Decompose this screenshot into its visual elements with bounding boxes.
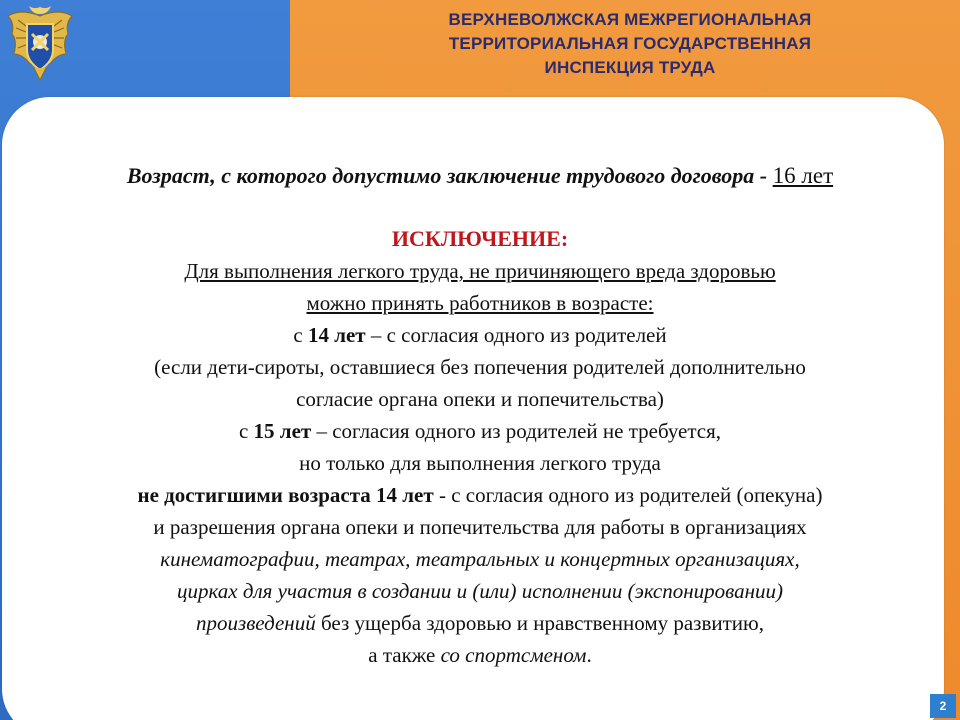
age-14-bold: 14 лет — [307, 323, 366, 347]
age-15-bold: 15 лет — [253, 419, 312, 443]
title-text: Возраст, с которого допустимо заключение трудового договора - — [126, 163, 773, 188]
under-14-bold: не достигшими возраста 14 лет — [137, 483, 434, 507]
works-rest: без ущерба здоровью и нравственному развитию, — [315, 611, 764, 635]
organization-header — [300, 8, 960, 80]
employment-age-title — [20, 160, 940, 192]
orphans-line-1: (если дети-сироты, оставшиеся без попечения родителей дополнительно — [154, 355, 806, 379]
age-15-line — [20, 415, 940, 447]
orphans-line-2: согласие органа опеки и попечительства) — [296, 387, 664, 411]
sportsman-prefix: а также — [368, 643, 441, 667]
double-headed-eagle-emblem-icon — [4, 4, 76, 82]
age-14-line — [20, 319, 940, 351]
works-line — [20, 607, 940, 639]
title-age: 16 лет — [772, 163, 834, 188]
age-14-rest: – с согласия одного из родителей — [365, 323, 667, 347]
header-line-1: ВЕРХНЕВОЛЖСКАЯ МЕЖРЕГИОНАЛЬНАЯ — [448, 10, 812, 29]
sportsman-italic: со спортсменом — [440, 643, 587, 667]
works-italic: произведений — [196, 611, 316, 635]
sportsman-end: . — [586, 643, 592, 667]
exception-heading: ИСКЛЮЧЕНИЕ: — [391, 226, 569, 251]
guardianship-line: и разрешения органа опеки и попечительства для работы в организациях — [153, 515, 807, 539]
header-line-2: ТЕРРИТОРИАЛЬНАЯ ГОСУДАРСТВЕННАЯ — [448, 34, 812, 53]
sportsman-line — [20, 639, 940, 671]
header-line-3: ИНСПЕКЦИЯ ТРУДА — [544, 58, 716, 77]
light-work-line-2: можно принять работников в возрасте: — [306, 291, 654, 315]
age-15-line-2: но только для выполнения легкого труда — [299, 451, 661, 475]
organizations-line-1: кинематографии, театрах, театральных и концертных организациях, — [160, 547, 800, 571]
organizations-line-2: цирках для участия в создании и (или) исполнении (экспонировании) — [177, 579, 783, 603]
age-14-prefix: с — [293, 323, 308, 347]
light-work-line-1: Для выполнения легкого труда, не причиняющего вреда здоровью — [184, 259, 776, 283]
age-15-rest: – согласия одного из родителей не требуется, — [311, 419, 722, 443]
under-14-line — [20, 479, 940, 511]
age-15-prefix: с — [238, 419, 254, 443]
page-number-badge: 2 — [930, 694, 956, 718]
slide-body — [20, 160, 940, 671]
under-14-rest: - с согласия одного из родителей (опекуна) — [433, 483, 823, 507]
